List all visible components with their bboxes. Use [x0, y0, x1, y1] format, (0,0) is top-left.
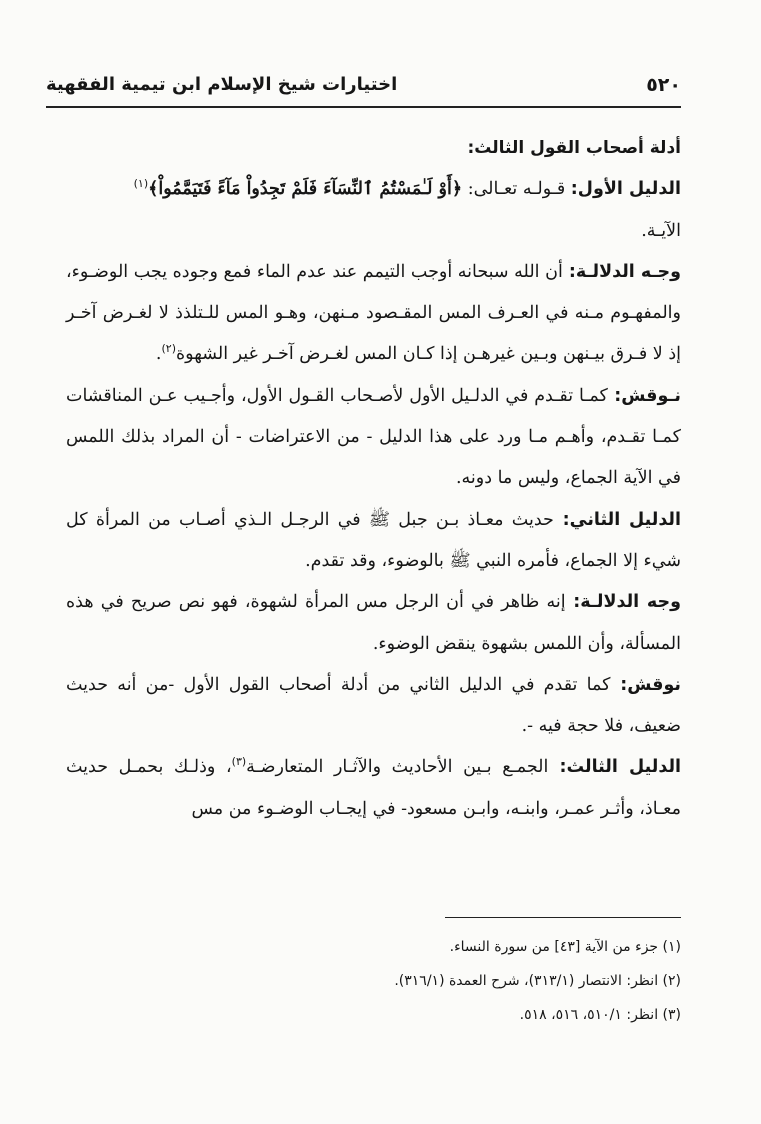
dalil-2-text: حديث معـاذ بـن جبل ﷺ في الرجـل الـذي أصـاب من المرأة كل شيء إلا الجماع، فأمره النبي ﷺ بالوضوء، وقد تقدم.	[66, 509, 681, 571]
footnote-3: (٣) انظر: ٥١٠/١، ٥١٦، ٥١٨.	[519, 1007, 681, 1023]
dalil-3-label: الدليل الثالث:	[548, 757, 682, 778]
footnote-ref-1[interactable]: (١)	[133, 177, 149, 191]
running-title: اختيارات شيخ الإسلام ابن تيمية الفقهية	[46, 74, 398, 95]
paragraph-dalil-3	[66, 747, 681, 830]
naqsh-1-label: نـوقش:	[607, 385, 682, 406]
footnote-1: (١) جزء من الآية [٤٣] من سورة النساء.	[449, 939, 681, 955]
dalil-3-text-a: الجمـع بـين الأحاديث والآثـار المتعارضـة	[246, 757, 549, 778]
page-number: ٥٢٠	[646, 74, 681, 96]
dalil-2-label: الدليل الثاني:	[553, 509, 681, 530]
section-heading	[66, 128, 681, 169]
paragraph-dalil-1	[66, 169, 681, 252]
wajh-1-end: .	[155, 344, 162, 365]
wajh-1-label: وجـه الدلالـة:	[562, 261, 681, 282]
main-text	[66, 128, 681, 830]
dalil-1-tail: الآيـة.	[641, 220, 681, 241]
dalil-3-text-b: ، وذلـك بحمـل حديث معـاذ، وأثـر عمـر، وابنـه، وابـن مسعود- في إيجـاب الوضـوء من مس	[66, 757, 681, 819]
page-header	[46, 64, 681, 104]
naqsh-2-text: كما تقدم في الدليل الثاني من أدلة أصحاب القول الأول -من أنه حديث ضعيف، فلا حجة فيه -.	[66, 674, 681, 737]
dalil-1-label: الدليل الأول:	[570, 179, 681, 200]
header-rule	[46, 106, 681, 108]
footnote-separator	[445, 917, 681, 918]
paragraph-wajh-1	[66, 252, 681, 376]
paragraph-dalil-2	[66, 500, 681, 583]
wajh-2-text: إنه ظاهر في أن الرجل مس المرأة لشهوة، فهو نص صريح في هذه المسألة، وأن اللمس بشهوة ينقض الوضوء.	[66, 592, 681, 654]
footnote-ref-2[interactable]: (٢)	[161, 342, 176, 356]
heading-text: أدلة أصحاب القول الثالث:	[467, 138, 681, 158]
wajh-1-text: أن الله سبحانه أوجب التيمم عند عدم الماء فمع وجوده يجب الوضـوء، والمفهـوم مـنه في العـرف المس المقـصود مـنهن، وهـو المس للـتلذذ لا لغـرض آخـر إذ لا فـرق بيـنهن وبـين غيرهـن إذا كـان المس لغـرض آخـر غير الشهوة	[66, 261, 681, 365]
quran-verse: ﴿أَوْ لَـٰمَسْتُمُ ٱلنِّسَآءَ فَلَمْ تَجِدُواْ مَآءً فَتَيَمَّمُواْ﴾	[148, 179, 463, 200]
dalil-1-intro: قـولـه تعـالى:	[462, 179, 571, 200]
footnotes	[66, 930, 681, 1032]
paragraph-naqsh-1	[66, 376, 681, 500]
naqsh-1-text: كمـا تقـدم في الدلـيل الأول لأصـحاب القـول الأول، وأجـيب عـن المناقشات كمـا تقـدم، وأهـم مـا ورد على هذا الدليل - من الاعتراضات - أن المراد بذلك اللمس في الآية الجماع، وليس ما دونه.	[66, 385, 681, 489]
footnote-ref-3[interactable]: (٣)	[231, 755, 247, 769]
naqsh-2-label: نوقش:	[610, 674, 681, 695]
footnote-2: (٢) انظر: الانتصار (٣١٣/١)، شرح العمدة (٣١٦/١).	[394, 973, 681, 989]
wajh-2-label: وجه الدلالـة:	[565, 592, 681, 613]
paragraph-wajh-2	[66, 582, 681, 665]
paragraph-naqsh-2	[66, 665, 681, 748]
